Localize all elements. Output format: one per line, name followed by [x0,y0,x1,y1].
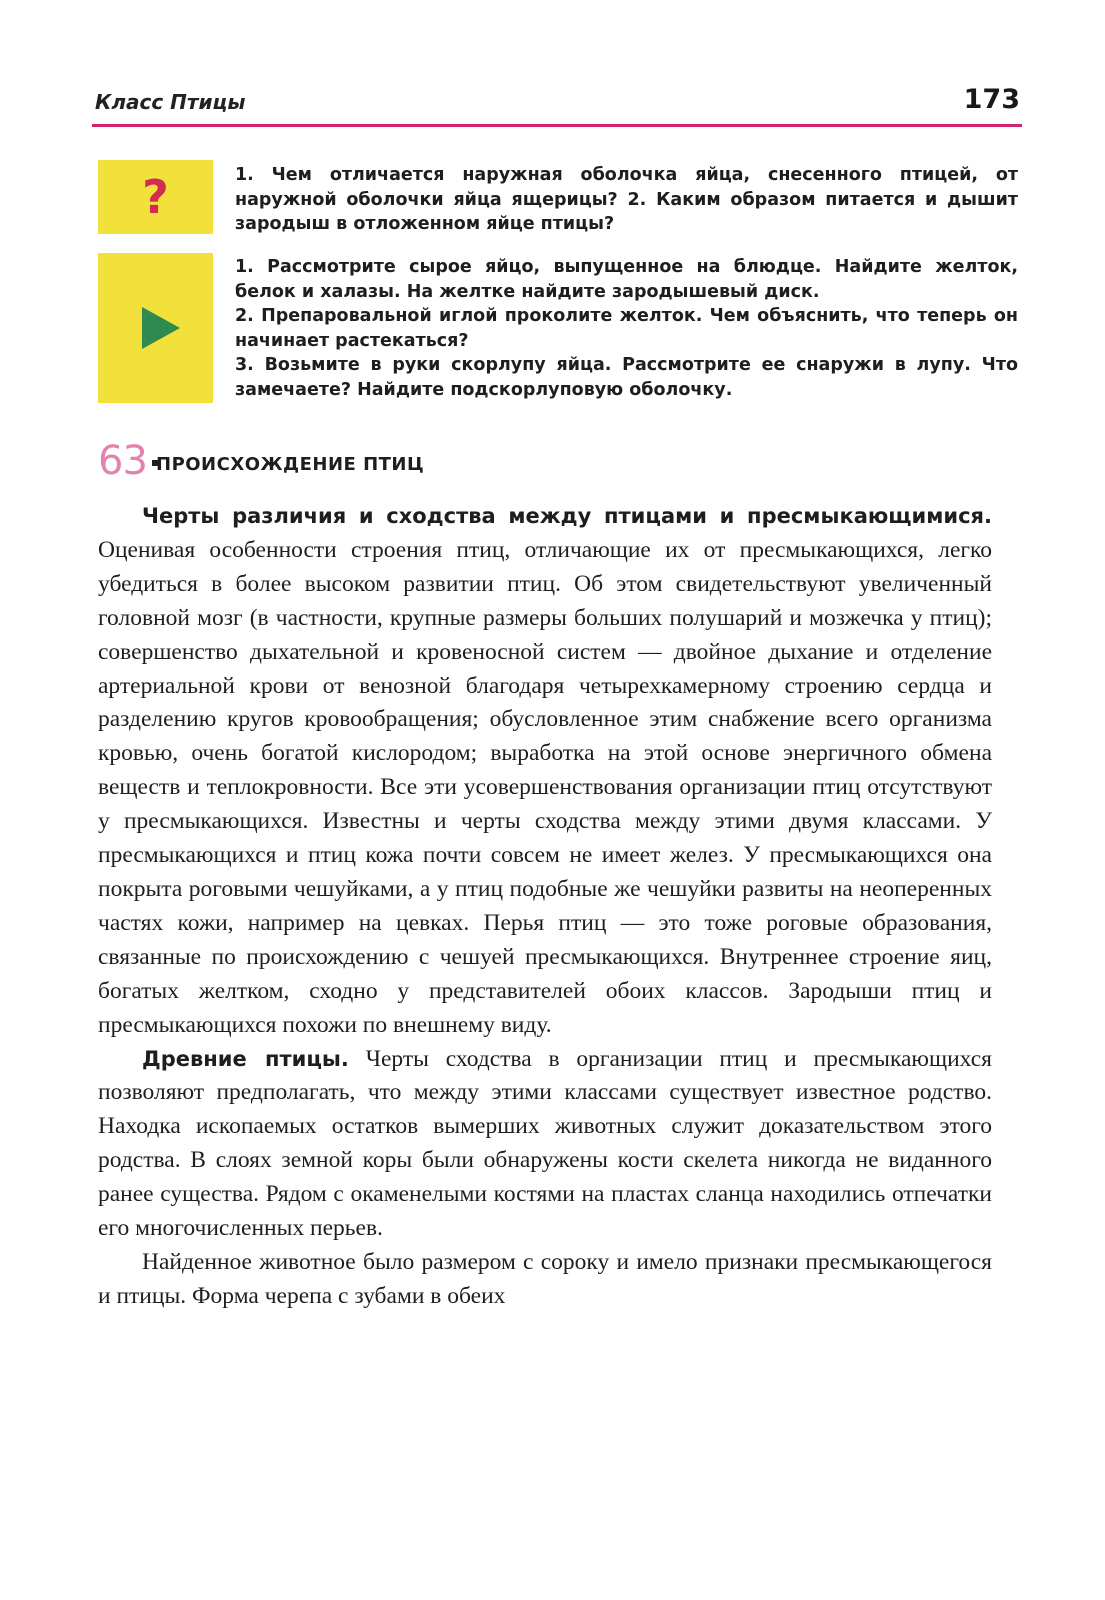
play-triangle-icon [98,253,213,403]
paragraph [98,500,992,1043]
tasks-list [235,255,1018,402]
section-title: ПРОИСХОЖДЕНИЕ ПТИЦ [156,454,425,475]
paragraph [98,1246,992,1314]
paragraph-text: Оценивая особенности строения птиц, отличающие их от пресмыкающихся, легко убедиться в более высоком развитии птиц. Об этом свидетельствуют увеличенный головной мозг (в частности, крупные размеры больших полушарий и мозжечка у птиц); совершенство дыхательной и кровеносной систем — двойное дыхание и отделение артериальной крови от венозной благодаря четырехкамерному строению сердца и разделению кругов кровообращения; обусловленное этим снабжение всего организма кровью, очень богатой кислородом; выработка на этой основе энергичного обмена веществ и теплокровности. Все эти усовершенствования организации птиц отсутствуют у пресмыкающихся. Известны и черты сходства между этими двумя классами. У пресмыкающихся и птиц кожа почти совсем не имеет желез. У пресмыкающихся она покрыта роговыми чешуйками, а у птиц подобные же чешуйки развиты на неоперенных частях кожи, например на цевках. Перья птиц — это тоже роговые образования, связанные по происхождению с чешуей пресмыкающихся. Внутреннее строение яиц, богатых желтком, сходно у представителей обоих классов. Зародыши птиц и пресмыкающихся похожи по внешнему виду. [98,536,992,1038]
paragraph-text: Найденное животное было размером с сороку и имело признаки пресмыкающегося и птицы. Форма черепа с зубами в обеих [98,1248,992,1309]
running-head: Класс Птицы [95,90,246,114]
page-number: 173 [963,84,1020,115]
paragraph-lead: Черты различия и сходства между птицами и пресмыкающимися. [142,504,992,528]
body-text [98,500,992,1314]
questions-block [98,160,1018,236]
page-header [95,84,1020,120]
task-item: 3. Возьмите в руки скорлупу яйца. Рассмотрите ее снаружи в лупу. Что замечаете? Найдите подскорлуповую оболочку. [235,355,1018,400]
section-number: 63 [98,438,147,484]
paragraph-text: Черты сходства в организации птиц и пресмыкающихся позволяют предполагать, что между этими классами существует известное родство. Находка ископаемых остатков вымерших животных служит доказательством этого родства. В слоях земной коры были обнаружены кости скелета никогда не виданного ранее существа. Рядом с окаменелыми костями на пластах сланца находились отпечатки его многочисленных перьев. [98,1045,992,1242]
task-item: 2. Препаровальной иглой проколите желток. Чем объяснить, что теперь он начинает растекаться? [235,306,1018,351]
questions-text: 1. Чем отличается наружная оболочка яйца, снесенного птицей, от наружной оболочки яйца ящерицы? 2. Каким образом питается и дышит зародыш в отложенном яйце птицы? [235,165,1018,234]
header-rule [92,124,1022,127]
paragraph [98,1043,992,1246]
question-mark-icon: ? [98,160,213,234]
tasks-block [98,253,1018,403]
paragraph-lead: Древние птицы. [142,1046,349,1071]
task-item: 1. Рассмотрите сырое яйцо, выпущенное на блюдце. Найдите желток, белок и халазы. На желтке найдите зародышевый диск. [235,257,1018,302]
